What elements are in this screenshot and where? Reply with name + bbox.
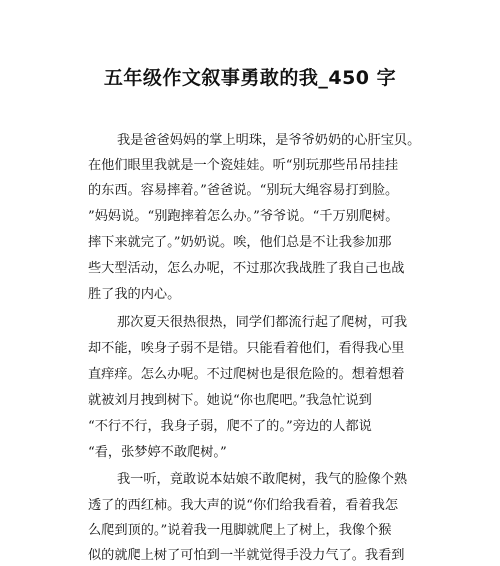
paragraph-line: 直痒痒。怎么办呢。不过爬树也是很危险的。想着想着 (88, 367, 405, 382)
paragraph-line: “看，张梦婷不敢爬树。” (88, 445, 227, 460)
paragraph-line: 我是爸爸妈妈的掌上明珠，是爷爷奶奶的心肝宝贝。 (117, 133, 421, 148)
paragraph-line: 那次夏天很热很热，同学们都流行起了爬树，可我 (117, 315, 408, 330)
paragraph-line: “不行不行，我身子弱，爬不了的。”旁边的人都说 (88, 419, 372, 434)
paragraph-line: 我一听，竟敢说本姑娘不敢爬树，我气的脸像个熟 (117, 472, 408, 487)
paragraph-line: 就被刘月拽到树下。她说“你也爬吧。”我急忙说到 (88, 393, 372, 408)
paragraph-line: 却不能，唉身子弱不是错。只能看着他们，看得我心里 (88, 341, 405, 356)
paragraph-line: 似的就爬上树了可怕到一半就觉得手没力气了。我看到 (88, 548, 405, 563)
paragraph-line: ”妈妈说。“别跑摔着怎么办。”爷爷说。“千万别爬树。 (88, 209, 399, 224)
paragraph-line: 在他们眼里我就是一个瓷娃娃。听“别玩那些吊吊挂挂 (88, 158, 399, 173)
paragraph-line: 的东西。容易摔着。”爸爸说。“别玩大绳容易打到脸。 (88, 183, 399, 198)
paragraph-line: 摔下来就完了。”奶奶说。唉，他们总是不让我参加那 (88, 235, 392, 250)
document-title: 五年级作文叙事勇敢的我_450 字 (103, 67, 397, 89)
paragraph-line: 些大型活动，怎么办呢，不过那次我战胜了我自己也战 (88, 261, 405, 276)
paragraph-line: 透了的西红柿。我大声的说“你们给我看着，看着我怎 (88, 498, 399, 513)
paragraph-line: 胜了我的内心。 (88, 287, 181, 302)
paragraph-line: 么爬到顶的。”说着我一甩脚就爬上了树上，我像个猴 (88, 523, 392, 538)
